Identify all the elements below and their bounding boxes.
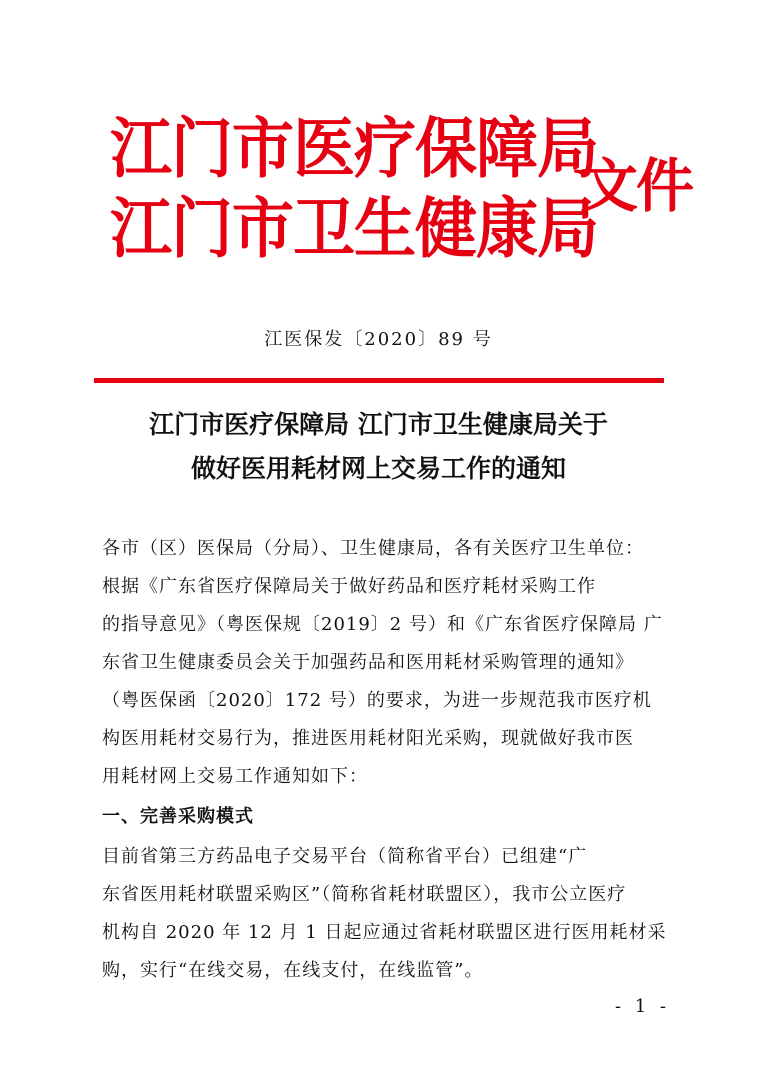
paragraph-1-line-6: 用耗材网上交易工作通知如下： [102,766,368,787]
paragraph-1-line-2: 的指导意见》（粤医保规〔2019〕2 号）和《广东省医疗保障局 广 [102,614,663,635]
paragraph-1-line-4: （粤医保函〔2020〕172 号）的要求，为进一步规范我市医疗机 [102,690,652,711]
page-number: - 1 - [614,996,670,1017]
paragraph-2-line-4: 购，实行“在线交易，在线支付，在线监管”。 [102,960,484,981]
paragraph-2-line-3: 机构自 2020 年 12 月 1 日起应通过省耗材联盟区进行医用耗材采 [102,922,667,943]
red-divider [94,378,664,383]
notice-title-line-2: 做好医用耗材网上交易工作的通知 [190,454,566,483]
document-number: 江医保发〔2020〕89 号 [264,329,493,350]
notice-title-line-1: 江门市医疗保障局 江门市卫生健康局关于 [149,410,608,439]
paragraph-1-line-1: 根据《广东省医疗保障局关于做好药品和医疗耗材采购工作 [102,576,596,597]
issuer-name-1: 江门市医疗保障局 [110,109,599,187]
paragraph-2-line-2: 东省医用耗材联盟采购区”（简称省耗材联盟区），我市公立医疗 [102,884,627,905]
salutation: 各市（区）医保局（分局）、卫生健康局，各有关医疗卫生单位： [102,538,644,559]
paragraph-1-line-5: 构医用耗材交易行为，推进医用耗材阳光采购，现就做好我市医 [102,728,634,749]
document-type-suffix: 文件 [580,152,693,220]
paragraph-1-line-3: 东省卫生健康委员会关于加强药品和医用耗材采购管理的通知》 [102,652,634,673]
issuer-name-2: 江门市卫生健康局 [110,189,599,267]
paragraph-2-line-1: 目前省第三方药品电子交易平台（简称省平台）已组建“广 [102,846,588,867]
section-1-heading: 一、完善采购模式 [102,806,254,827]
red-header [110,109,693,282]
